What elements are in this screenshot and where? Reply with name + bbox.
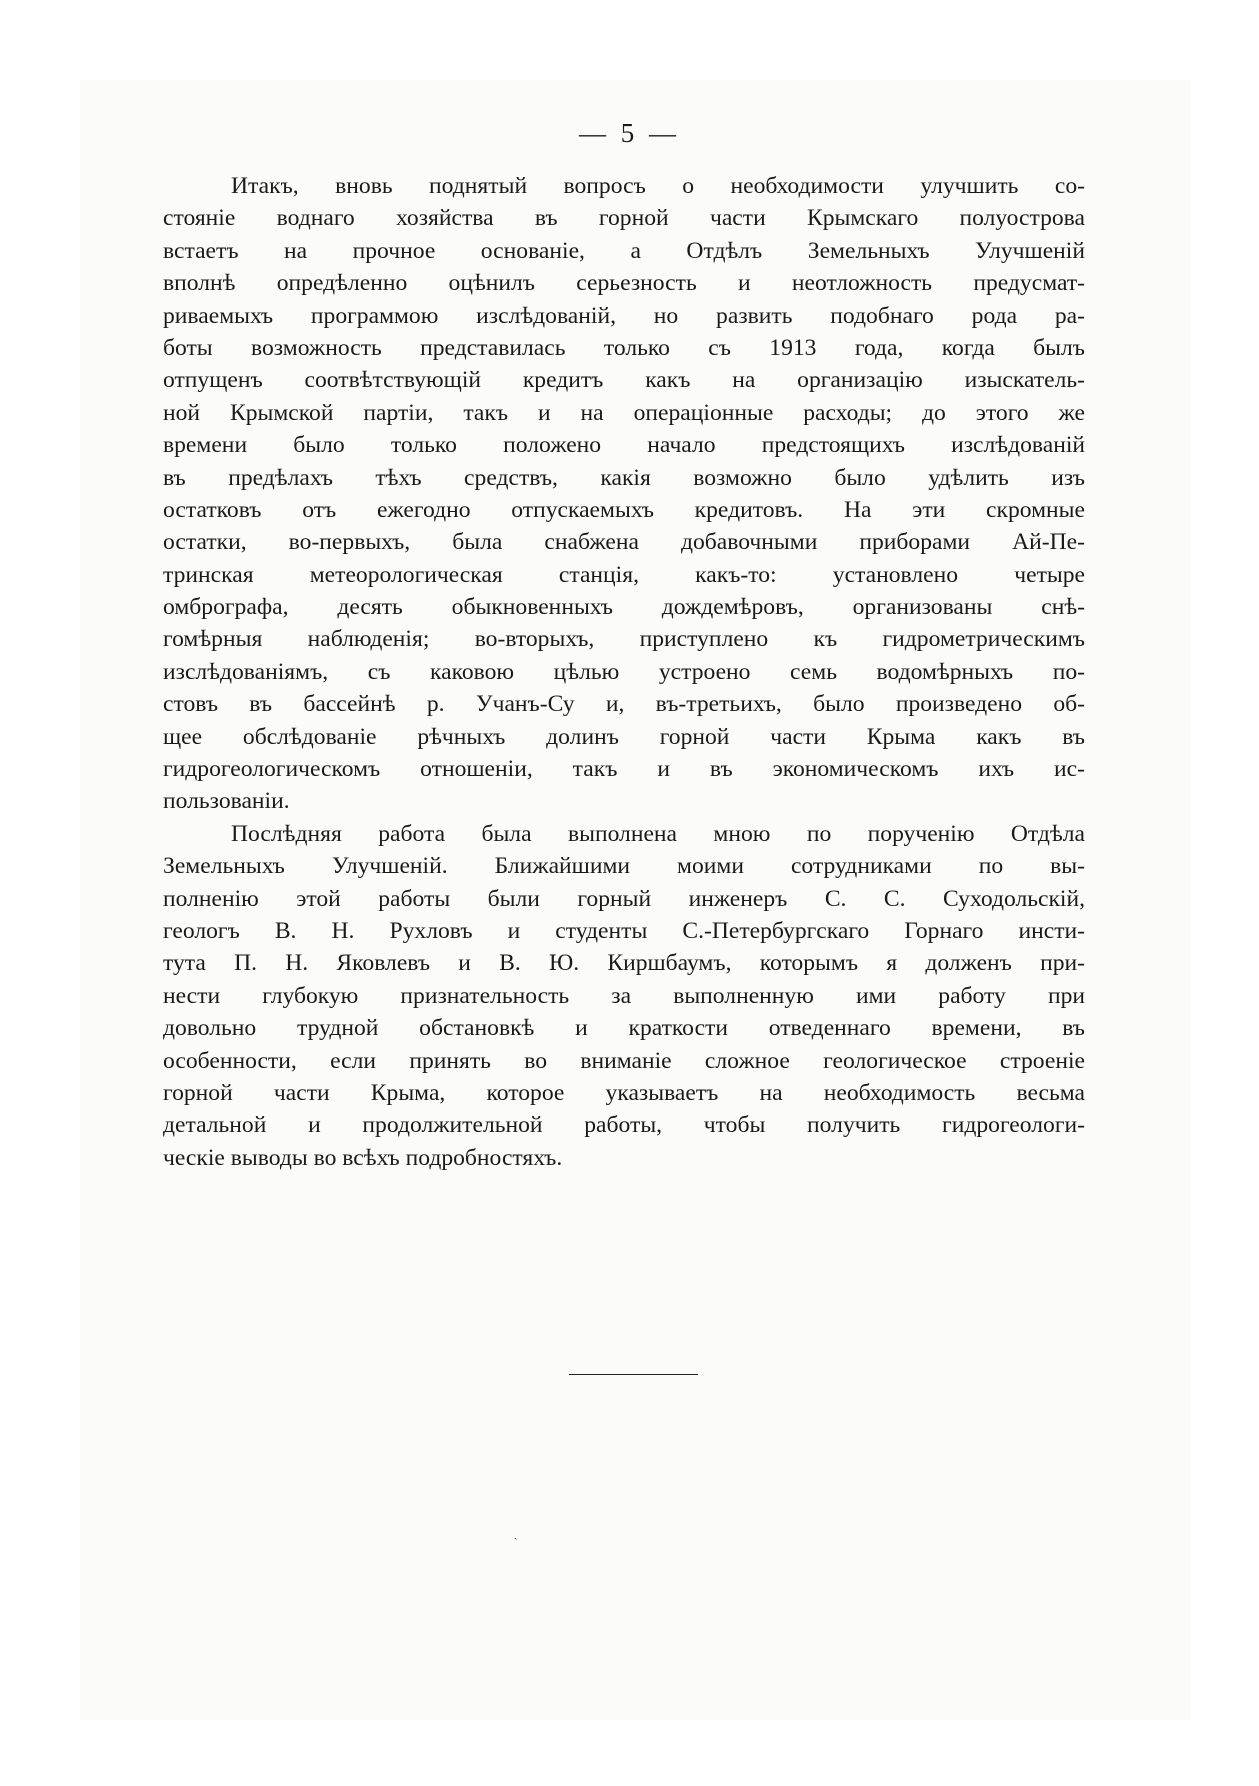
paragraph-2-line: ческіе выводы во всѣхъ подробностяхъ. bbox=[163, 1144, 563, 1171]
end-divider bbox=[569, 1374, 698, 1375]
paragraph-2-line: геологъ В. Н. Рухловъ и студенты С.-Петербургскаго Горнаго инсти- bbox=[163, 917, 1085, 944]
page-number: — 5 — bbox=[579, 118, 680, 148]
paragraph-1-line: времени было только положено начало предстоящихъ изслѣдованій bbox=[163, 432, 1085, 459]
paragraph-2-line: детальной и продолжительной работы, чтобы получить гидрогеологи- bbox=[163, 1112, 1085, 1139]
paragraph-1-line: ной Крымской партіи, такъ и на операціонные расходы; до этого же bbox=[163, 399, 1085, 426]
paragraph-1-line: изслѣдованіямъ, съ каковою цѣлью устроено семь водомѣрныхъ по- bbox=[163, 658, 1085, 685]
paragraph-1-line: въ предѣлахъ тѣхъ средствъ, какія возможно было удѣлить изъ bbox=[163, 464, 1085, 491]
paragraph-2-line: особенности, если принять во вниманіе сложное геологическое строеніе bbox=[163, 1047, 1085, 1074]
paragraph-2-line: Земельныхъ Улучшеній. Ближайшими моими сотрудниками по вы- bbox=[163, 853, 1085, 880]
paragraph-2-line: нести глубокую признательность за выполненную ими работу при bbox=[163, 982, 1085, 1009]
paragraph-1-line: стояніе воднаго хозяйства въ горной части Крымскаго полуострова bbox=[163, 205, 1085, 232]
paragraph-1-line: пользованіи. bbox=[163, 788, 290, 815]
paragraph-2-line: полненію этой работы были горный инженеръ С. С. Суходольскій, bbox=[163, 885, 1085, 912]
scan-speck: ˏ bbox=[514, 1529, 518, 1540]
paragraph-1-line: щее обслѣдованіе рѣчныхъ долинъ горной части Крыма какъ въ bbox=[163, 723, 1085, 750]
paragraph-1-line: отпущенъ соотвѣтствующій кредитъ какъ на организацію изыскатель- bbox=[163, 367, 1085, 394]
paragraph-2-line: довольно трудной обстановкѣ и краткости отведеннаго времени, въ bbox=[163, 1015, 1085, 1042]
paragraph-1-line: стовъ въ бассейнѣ р. Учанъ-Су и, въ-третьихъ, было произведено об- bbox=[163, 691, 1085, 718]
paragraph-1-line: вполнѣ опредѣленно оцѣнилъ серьезность и неотложность предусмат- bbox=[163, 270, 1085, 297]
paragraph-2-line: тута П. Н. Яковлевъ и В. Ю. Киршбаумъ, которымъ я долженъ при- bbox=[163, 950, 1085, 977]
paragraph-2-line: горной части Крыма, которое указываетъ на необходимость весьма bbox=[163, 1079, 1085, 1106]
paragraph-1-line: Итакъ, вновь поднятый вопросъ о необходимости улучшить со- bbox=[231, 173, 1085, 199]
paragraph-1-line: риваемыхъ программою изслѣдованій, но развить подобнаго рода ра- bbox=[163, 302, 1085, 329]
paragraph-2-line: Послѣдняя работа была выполнена мною по порученію Отдѣла bbox=[231, 820, 1085, 847]
paragraph-1-line: встаетъ на прочное основаніе, а Отдѣлъ Земельныхъ Улучшеній bbox=[163, 237, 1085, 264]
paragraph-1-line: гидрогеологическомъ отношеніи, такъ и въ экономическомъ ихъ ис- bbox=[163, 756, 1085, 783]
paragraph-1-line: остатковъ отъ ежегодно отпускаемыхъ кредитовъ. На эти скромные bbox=[163, 496, 1085, 523]
paragraph-1-line: остатки, во-первыхъ, была снабжена добавочными приборами Ай-Пе- bbox=[163, 529, 1085, 556]
paragraph-1-line: тринская метеорологическая станція, какъ-то: установлено четыре bbox=[163, 561, 1085, 588]
paragraph-1-line: гомѣрныя наблюденія; во-вторыхъ, приступлено къ гидрометрическимъ bbox=[163, 626, 1085, 653]
paragraph-1-line: омбрографа, десять обыкновенныхъ дождемѣровъ, организованы снѣ- bbox=[163, 594, 1085, 621]
body-text bbox=[163, 170, 1085, 1174]
paragraph-1-line: боты возможность представилась только съ 1913 года, когда былъ bbox=[163, 334, 1085, 361]
